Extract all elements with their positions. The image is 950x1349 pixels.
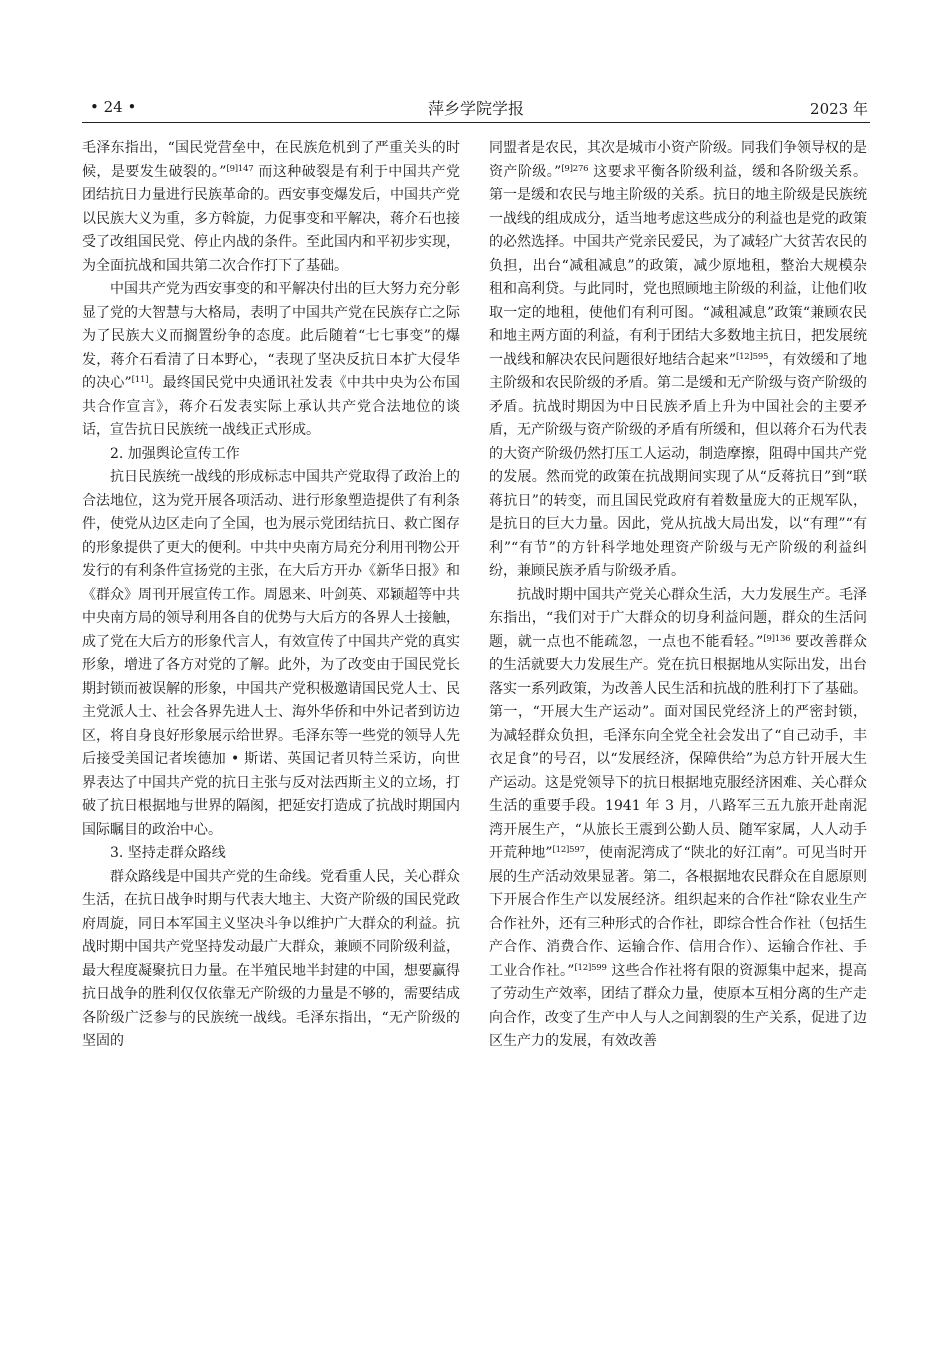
paragraph-text: 同盟者是农民，其次是城市小资产阶级。同我们争领导权的是资产阶级。” xyxy=(489,140,867,180)
paragraph-text: 群众路线是中国共产党的生命线。党看重人民，关心群众生活，在抗日战争时期与代表大地主、大资产阶级的国民党政府周旋，同日本军国主义坚决斗争以维护广大群众的利益。抗战时期中国共产党坚持发动最广大群众，兼顾不同阶级利益，最大程度凝聚抗日力量。在半殖民地半封建的中国，想要赢得抗日战争的胜利仅仅依靠无产阶级的力量是不够的，需要结成各阶级广泛参与的民族统一战线。毛泽东指出，“无产阶级的坚固的 xyxy=(82,868,460,1049)
right-column xyxy=(489,137,867,1054)
paragraph-text: 。最终国民党中央通讯社发表《中共中央为公布国共合作宣言》，蒋介石发表实际上承认共产党合法地位的谈话，宣告抗日民族统一战线正式形成。 xyxy=(82,375,460,438)
page-number: • 24 • xyxy=(90,98,137,116)
citation-ref: [12]595 xyxy=(735,351,769,362)
paragraph-text: 这要求平衡各阶级利益，缓和各阶级关系。第一是缓和农民与地主阶级的关系。抗日的地主阶级是民族统一战线的组成成分，适当地考虑这些成分的利益也是党的政策的必然选择。中国共产党亲民爱民，为了减轻广大贫苦农民的负担，出台“减租减息”的政策，减少原地租，整治大规模杂租和高利贷。与此同时，党也照顾地主阶级的利益，让他们收取一定的地租，使他们有利可图。“减租减息”政策“兼顾农民和地主两方面的利益，有利于团结大多数地主抗日，把发展统一战线和解决农民问题很好地结合起来” xyxy=(489,163,867,368)
section-heading: 3. 坚持走群众路线 xyxy=(110,845,226,861)
paragraph-text: 中国共产党为西安事变的和平解决付出的巨大努力充分彰显了党的大智慧与大格局，表明了中国共产党在民族存亡之际为了民族大义而搁置纷争的态度。此后随着“七七事变”的爆发，蒋介石看清了日本野心，“表现了坚决反抗日本扩大侵华的决心” xyxy=(82,281,460,391)
paragraph-text: 而这种破裂是有利于中国共产党团结抗日力量进行民族革命的。西安事变爆发后，中国共产党以民族大义为重，多方斡旋，力促事变和平解决，蒋介石也接受了改组国民党、停止内战的条件。至此国内和平初步实现，为全面抗战和国共第二次合作打下了基础。 xyxy=(82,163,460,274)
citation-ref: [9]147 xyxy=(226,163,254,174)
publication-year: 2023 年 xyxy=(810,100,868,118)
citation-ref: [9]136 xyxy=(763,633,791,644)
journal-title: 萍乡学院学报 xyxy=(427,99,524,118)
paragraph-text: ，有效缓和了地主阶级和农民阶级的矛盾。第二是缓和无产阶级与资产阶级的矛盾。抗战时期因为中日民族矛盾上升为中国社会的主要矛盾，无产阶级与资产阶级的矛盾有所缓和，但以蒋介石为代表的大资产阶级仍然打压工人运动，制造摩擦，阻碍中国共产党的发展。然而党的政策在抗战期间实现了从“反蒋抗日”到“联蒋抗日”的转变，而且国民党政府有着数量庞大的正规军队，是抗日的巨大力量。因此，党从抗战大局出发，以“有理”“有利”“有节”的方针科学地处理资产阶级与无产阶级的利益纠纷，兼顾民族矛盾与阶级矛盾。 xyxy=(489,351,868,579)
paragraph-text: 毛泽东指出，“国民党营垒中，在民族危机到了严重关头的时候，是要发生破裂的。” xyxy=(82,140,460,180)
body-paragraph xyxy=(82,866,460,1054)
body-paragraph xyxy=(82,137,460,278)
citation-ref: [9]276 xyxy=(561,163,589,174)
left-column xyxy=(82,137,460,1054)
body-paragraph xyxy=(489,584,867,1054)
running-header xyxy=(82,96,870,123)
body-paragraph xyxy=(489,137,867,584)
citation-ref: [11] xyxy=(131,375,149,385)
body-paragraph xyxy=(82,278,460,443)
section-heading: 2. 加强舆论宣传工作 xyxy=(110,445,240,462)
paragraph-text: 这些合作社将有限的资源集中起来，提高了劳动生产效率，团结了群众力量，使原本互相分离的生产走向合作，改变了生产中人与人之间割裂的生产关系，促进了边区生产力的发展，有效改善 xyxy=(489,962,867,1049)
citation-ref: [12]599 xyxy=(574,962,607,973)
paragraph-text: ，使南泥湾成了“陕北的好江南”。可见当时开展的生产活动效果显著。第二，各根据地农民群众在自愿原则下开展合作生产以发展经济。组织起来的合作社“除农业生产合作社外，还有三种形式的合作社，即综合性合作社（包括生产合作、消费合作、运输合作、信用合作）、运输合作社、手工业合作社。” xyxy=(489,845,867,979)
paragraph-text: 抗战时期中国共产党关心群众生活，大力发展生产。毛泽东指出，“我们对于广大群众的切身利益问题，群众的生活问题，就一点也不能疏忽，一点也不能看轻。” xyxy=(489,586,867,650)
paragraph-text: 要改善群众的生活就要大力发展生产。党在抗日根据地从实际出发，出台落实一系列政策，为改善人民生活和抗战的胜利打下了基础。第一，“开展大生产运动”。面对国民党经济上的严密封锁，为减轻群众负担，毛泽东向全党全社会发出了“自己动手，丰衣足食”的号召，以“发展经济，保障供给”为总方针开展大生产运动。这是党领导下的抗日根据地克服经济困难、关心群众生活的重要手段。1941 年 3 月，八路军三五九旅开赴南泥湾开展生产，“从旅长王震到公勤人员、随军家属，人人动手开荒种地” xyxy=(489,633,868,861)
paragraph-text: 抗日民族统一战线的形成标志中国共产党取得了政治上的合法地位，这为党开展各项活动、进行形象塑造提供了有利条件，使党从边区走向了全国，也为展示党团结抗日、救亡图存的形象提供了更大的便利。中共中央南方局充分利用刊物公开发行的有利条件宣扬党的主张，在大后方开办《新华日报》和《群众》周刊开展宣传工作。周恩来、叶剑英、邓颖超等中共中央南方局的领导利用各自的优势与大后方的各界人士接触，成了党在大后方的形象代言人，有效宣传了中国共产党的真实形象，增进了各方对党的了解。此外，为了改变由于国民党长期封锁而被误解的形象，中国共产党积极邀请国民党人士、民主党派人士、社会各界先进人士、海外华侨和中外记者到访边区，将自身良好形象展示给世界。毛泽东等一些党的领导人先后接受美国记者埃德加 • 斯诺、英国记者贝特兰采访，向世界表达了中国共产党的抗日主张与反对法西斯主义的立场，打破了抗日根据地与世界的隔阂，把延安打造成了抗战时期国内国际瞩目的政治中心。 xyxy=(82,469,460,838)
body-paragraph xyxy=(82,466,460,842)
citation-ref: [12]597 xyxy=(552,845,585,855)
